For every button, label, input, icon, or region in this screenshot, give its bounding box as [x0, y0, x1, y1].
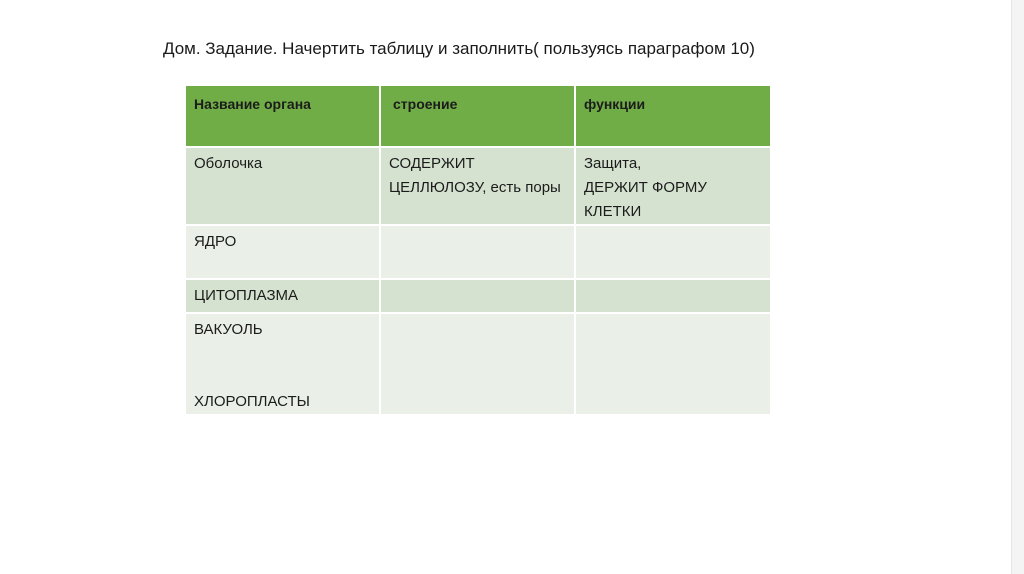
cell-structure: [380, 279, 575, 313]
table-row: [185, 313, 771, 415]
cell-spacer: [194, 342, 371, 390]
cell-structure: СОДЕРЖИТ ЦЕЛЛЮЛОЗУ, есть поры: [380, 147, 575, 225]
table-row: [185, 147, 771, 225]
cell-organ-line: ХЛОРОПЛАСТЫ: [194, 393, 310, 410]
table-header-row: [185, 85, 771, 147]
cell-function: [575, 313, 771, 415]
header-structure: строение: [380, 85, 575, 147]
table-row: [185, 225, 771, 279]
cell-organ-line: ВАКУОЛЬ: [194, 321, 263, 338]
header-functions: функции: [575, 85, 771, 147]
slide-right-edge: [1011, 0, 1024, 574]
header-organ-name: Название органа: [185, 85, 380, 147]
cell-structure: [380, 313, 575, 415]
cell-function: [575, 279, 771, 313]
cell-organ: Оболочка: [185, 147, 380, 225]
cell-structure: [380, 225, 575, 279]
cell-organ: [185, 313, 380, 415]
cell-function: [575, 147, 771, 225]
organ-table: [184, 84, 772, 416]
cell-function-line: Защита,: [584, 155, 642, 172]
cell-function: [575, 225, 771, 279]
slide-title: Дом. Задание. Начертить таблицу и заполнить( пользуясь параграфом 10): [163, 39, 755, 58]
cell-organ: ЦИТОПЛАЗМА: [185, 279, 380, 313]
cell-organ: ЯДРО: [185, 225, 380, 279]
table-row: [185, 279, 771, 313]
cell-function-line: ДЕРЖИТ ФОРМУ КЛЕТКИ: [584, 179, 707, 220]
